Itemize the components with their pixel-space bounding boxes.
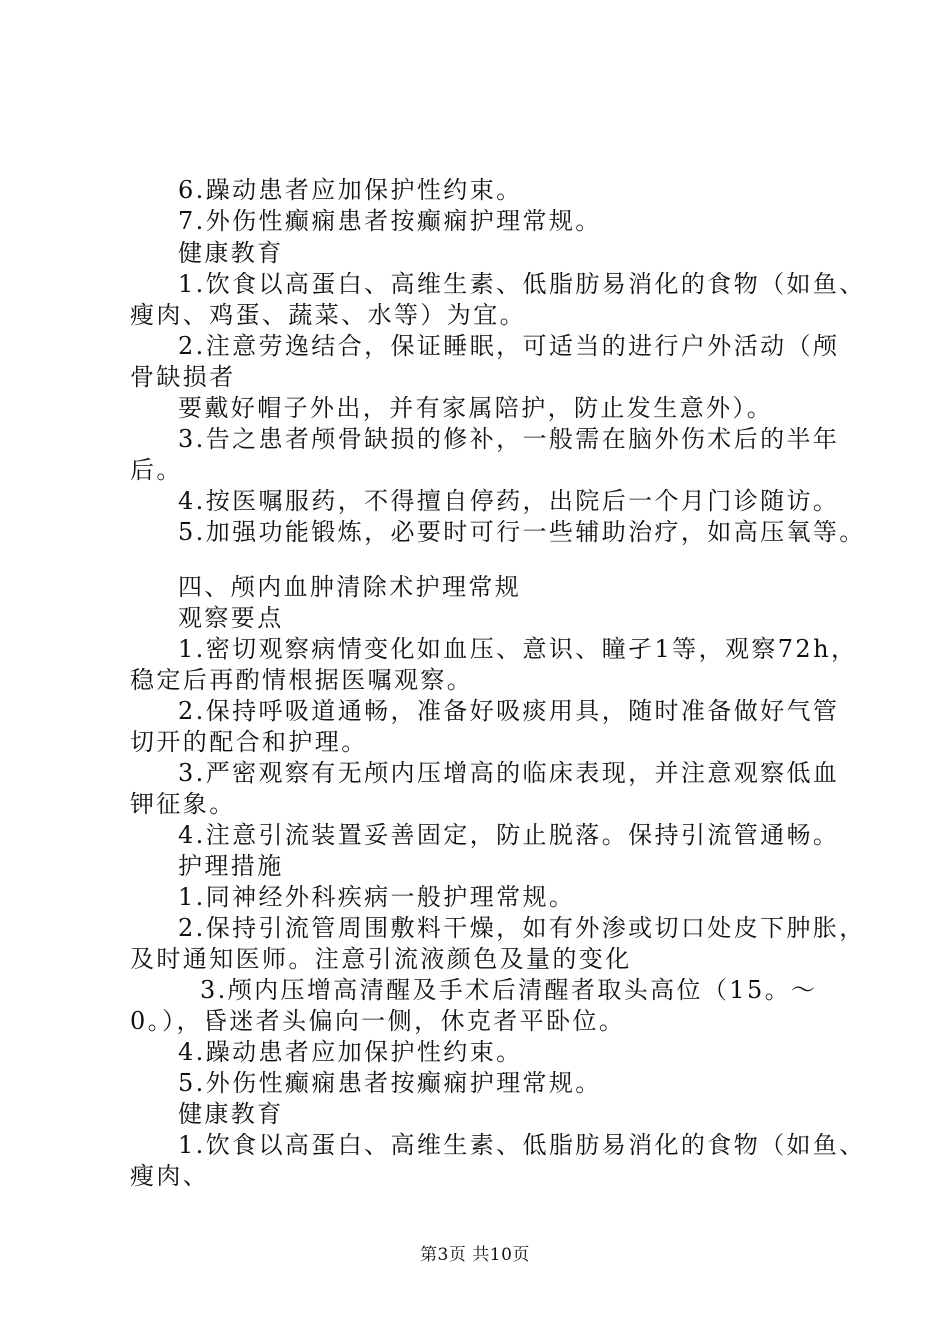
text-line: 0。），昏迷者头偏向一侧，休克者平卧位。	[130, 1007, 626, 1035]
text-line: 瘦肉、鸡蛋、蔬菜、水等）为宜。	[130, 301, 526, 329]
text-line: 2.保持呼吸道通畅，准备好吸痰用具，随时准备做好气管	[178, 697, 840, 725]
text-line: 瘦肉、	[130, 1162, 210, 1190]
text-line: 6.躁动患者应加保护性约束。	[178, 176, 523, 204]
section-heading: 健康教育	[178, 239, 284, 267]
text-line: 钾征象。	[130, 790, 236, 818]
section-heading: 护理措施	[178, 852, 284, 880]
text-line: 4.按医嘱服药，不得擅自停药，出院后一个月门诊随访。	[178, 487, 840, 515]
section-heading: 观察要点	[178, 604, 284, 632]
text-line: 骨缺损者	[130, 363, 236, 391]
text-line: 7.外伤性癫痫患者按癫痫护理常规。	[178, 207, 602, 235]
text-line: 2.保持引流管周围敷料干燥，如有外渗或切口处皮下肿胀，	[178, 914, 866, 942]
text-line: 1.密切观察病情变化如血压、意识、瞳孑1等，观察72h，	[178, 635, 858, 663]
text-line: 1.同神经外科疾病一般护理常规。	[178, 883, 576, 911]
text-line: 切开的配合和护理。	[130, 728, 368, 756]
text-line: 3.严密观察有无颅内压增高的临床表现，并注意观察低血	[178, 759, 840, 787]
text-line: 5.加强功能锻炼，必要时可行一些辅助治疗，如高压氧等。	[178, 518, 866, 546]
text-line: 3.颅内压增高清醒及手术后清醒者取头高位（15。～	[200, 976, 818, 1004]
text-line: 4.躁动患者应加保护性约束。	[178, 1038, 523, 1066]
text-line: 2.注意劳逸结合，保证睡眠，可适当的进行户外活动（颅	[178, 332, 840, 360]
text-line: 3.告之患者颅骨缺损的修补，一般需在脑外伤术后的半年	[178, 425, 840, 453]
text-line: 4.注意引流装置妥善固定，防止脱落。保持引流管通畅。	[178, 821, 840, 849]
text-line: 后。	[130, 456, 183, 484]
text-line: 1.饮食以高蛋白、高维生素、低脂肪易消化的食物（如鱼、	[178, 1131, 866, 1159]
page-footer: 第3页 共10页	[420, 1245, 530, 1265]
text-line: 要戴好帽子外出，并有家属陪护，防止发生意外）。	[178, 394, 774, 422]
chapter-heading: 四、颅内血肿清除术护理常规	[178, 573, 522, 601]
section-heading: 健康教育	[178, 1100, 284, 1128]
text-line: 稳定后再酌情根据医嘱观察。	[130, 666, 474, 694]
text-line: 1.饮食以高蛋白、高维生素、低脂肪易消化的食物（如鱼、	[178, 270, 866, 298]
text-line: 及时通知医师。注意引流液颜色及量的变化	[130, 945, 632, 973]
text-line: 5.外伤性癫痫患者按癫痫护理常规。	[178, 1069, 602, 1097]
